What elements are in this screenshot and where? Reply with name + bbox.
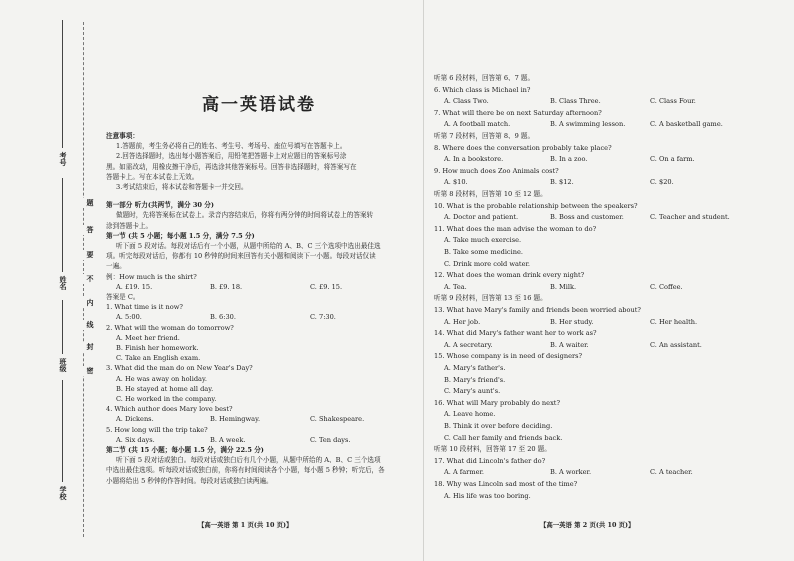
answer-option: C. 7:30. <box>310 313 336 322</box>
answer-option: C. On a farm. <box>650 155 695 164</box>
page-footer: 【高一英语 第 2 页(共 10 页)】 <box>540 521 635 529</box>
section-1-desc: 项。听完每段对话后，你都有 10 秒钟的时间来回答有关小题和阅读下一小题。每段对话仅读 <box>106 252 376 261</box>
answer-option: B. A worker. <box>550 468 592 477</box>
question: 3. What did the man do on New Year's Day? <box>106 364 253 373</box>
part-1-heading: 第一部分 听力(共两节，满分 30 分) <box>106 201 215 210</box>
notice-title: 注意事项： <box>106 132 139 140</box>
answer-option: B. Think it over before deciding. <box>444 422 553 430</box>
part-1-desc: 做题时，先将答案标在试卷上。录音内容结束后，你将有两分钟的时间将试卷上的答案转 <box>116 211 374 220</box>
question: 1. What time is it now? <box>106 303 183 312</box>
example-question: 例：How much is the shirt? <box>106 272 197 281</box>
answer-option: A. Take much exercise. <box>444 236 522 245</box>
answer-option: C. He worked in the company. <box>116 395 217 403</box>
audio-heading: 听第 9 段材料，回答第 13 至 16 题。 <box>434 294 547 303</box>
question: 7. What will there be on next Saturday afternoon? <box>434 108 602 117</box>
page-title: 高一英语试卷 <box>202 95 316 115</box>
name-line <box>62 178 63 272</box>
answer-option: B. Take some medicine. <box>444 248 523 256</box>
answer-option: A. Doctor and patient. <box>444 213 519 222</box>
answer-option: C. Teacher and student. <box>650 213 730 222</box>
audio-heading: 听第 8 段材料，回答第 10 至 12 题。 <box>434 190 547 198</box>
answer-option: B. A swimming lesson. <box>550 120 626 129</box>
question: 5. How long will the trip take? <box>106 425 208 434</box>
answer-option: A. A football match. <box>444 120 511 129</box>
seal-char: 线 <box>83 320 97 330</box>
answer-option: A. Six days. <box>116 435 155 444</box>
audio-heading: 听第 10 段材料，回答第 17 至 20 题。 <box>434 445 551 454</box>
section-1-heading: 第一节 (共 5 小题；每小题 1.5 分，满分 7.5 分) <box>106 231 255 240</box>
class-line <box>62 300 63 354</box>
notice-line: 答题卡上。写在本试卷上无效。 <box>106 172 199 181</box>
section-1-desc: 听下面 5 段对话。每段对话后有一个小题，从题中所给的 A、B、C 三个选项中选出最佳选 <box>116 242 381 250</box>
answer-option: C. A basketball game. <box>650 120 723 129</box>
answer-option: B. Boss and customer. <box>550 213 624 222</box>
section-2-desc: 中选出最佳选项。听每段对话或独白前，你将有时间阅读各个小题，每小题 5 秒钟；听完后，各 <box>106 466 385 475</box>
question: 9. How much does Zoo Animals cost? <box>434 166 559 175</box>
binding-margin <box>0 0 100 561</box>
answer-option: C. Call her family and friends back. <box>444 433 563 442</box>
question: 13. What have Mary's family and friends been worried about? <box>434 306 641 314</box>
class-label: 班级 <box>59 358 68 372</box>
answer-option: B. Milk. <box>550 282 577 291</box>
question: 17. What did Lincoln's father do? <box>434 456 546 465</box>
answer-option: C. An assistant. <box>650 340 702 349</box>
answer-option: C. Shakespeare. <box>310 415 365 424</box>
answer-option: B. A week. <box>210 435 246 444</box>
seal-char: 封 <box>83 342 97 352</box>
seal-char: 题 <box>83 198 97 208</box>
question: 8. Where does the conversation probably take place? <box>434 143 612 152</box>
section-2-desc: 听下面 5 段对话或独白。每段对话或独白后有几个小题，从题中所给的 A、B、C 三个选项 <box>116 456 381 465</box>
answer-option: B. Class Three. <box>550 97 601 106</box>
question: 6. Which class is Michael in? <box>434 85 531 94</box>
example-option: A. £19. 15. <box>116 282 153 291</box>
notice-line: 3.考试结束后，将本试卷和答题卡一并交回。 <box>116 183 248 191</box>
seal-char: 答 <box>83 225 97 235</box>
question: 14. What did Mary's father want her to work as? <box>434 329 597 338</box>
question: 15. Whose company is in need of designers? <box>434 352 583 361</box>
answer-option: B. A waiter. <box>550 340 589 349</box>
school-line <box>62 380 63 482</box>
question: 2. What will the woman do tomorrow? <box>106 323 234 332</box>
notice-line: 1.答题前，考生务必将自己的姓名、考生号、考场号、座位号填写在答题卡上。 <box>116 142 347 151</box>
seal-char: 不 <box>83 274 97 284</box>
answer-option: B. Her study. <box>550 317 594 326</box>
name-label: 姓名 <box>59 276 68 290</box>
answer-option: A. Meet her friend. <box>116 333 180 342</box>
question: 16. What will Mary probably do next? <box>434 398 560 407</box>
answer-option: A. He was away on holiday. <box>116 374 207 383</box>
answer-option: A. Mary's father's. <box>444 364 506 372</box>
answer-option: A. A secretary. <box>444 340 493 349</box>
page-footer: 【高一英语 第 1 页(共 10 页)】 <box>198 521 293 529</box>
answer-option: C. Coffee. <box>650 282 683 291</box>
answer-option: A. A farmer. <box>444 468 485 477</box>
answer-option: C. Mary's aunt's. <box>444 387 501 396</box>
answer-option: A. Her job. <box>444 317 481 326</box>
notice-line: 黑。如需改动，用橡皮擦干净后，再选涂其他答案标号。回答非选择题时，将答案写在 <box>106 162 357 171</box>
question: 12. What does the woman drink every night? <box>434 271 585 280</box>
seal-char: 密 <box>83 366 97 376</box>
question: 18. Why was Lincoln sad most of the time? <box>434 480 578 488</box>
section-2-desc: 小题将给出 5 秒钟的作答时间。每段对话或独白读两遍。 <box>106 476 273 485</box>
example-option: B. £9. 18. <box>210 282 243 291</box>
answer-option: C. Drink more cold water. <box>444 259 530 268</box>
answer-option: C. $20. <box>650 178 674 187</box>
example-answer: 答案是 C。 <box>106 293 140 301</box>
answer-option: A. 5:00. <box>116 313 142 322</box>
answer-option: A. Tea. <box>444 282 467 291</box>
part-1-desc: 涂到答题卡上。 <box>106 221 153 230</box>
section-2-heading: 第二节 (共 15 小题；每小题 1.5 分，满分 22.5 分) <box>106 446 264 454</box>
page-2 <box>432 0 777 561</box>
answer-option: C. Class Four. <box>650 97 696 106</box>
section-1-desc: 一遍。 <box>106 262 126 271</box>
answer-option: B. $12. <box>550 178 574 187</box>
answer-option: C. Ten days. <box>310 435 351 444</box>
question: 11. What does the man advise the woman to do? <box>434 224 597 233</box>
answer-option: A. $10. <box>444 178 468 187</box>
exam-number-label: 考号 <box>59 152 68 166</box>
page-1 <box>100 0 418 561</box>
answer-option: B. He stayed at home all day. <box>116 384 214 393</box>
page-fold <box>423 0 424 561</box>
audio-heading: 听第 7 段材料，回答第 8、9 题。 <box>434 132 535 140</box>
question: 10. What is the probable relationship between the speakers? <box>434 201 638 210</box>
answer-option: B. In a zoo. <box>550 155 588 164</box>
notice-line: 2.回答选择题时，选出每小题答案后，用铅笔把答题卡上对应题目的答案标号涂 <box>116 152 347 161</box>
answer-option: A. Class Two. <box>444 97 489 106</box>
answer-option: B. Mary's friend's. <box>444 375 506 384</box>
exam-number-line <box>62 20 63 148</box>
answer-option: A. Leave home. <box>444 410 496 419</box>
answer-option: B. Hemingway. <box>210 415 261 424</box>
seal-char: 内 <box>83 298 97 308</box>
answer-option: A. In a bookstore. <box>444 155 504 164</box>
answer-option: A. Dickens. <box>116 415 154 424</box>
seal-char: 要 <box>83 250 97 260</box>
answer-option: C. A teacher. <box>650 468 693 477</box>
answer-option: A. His life was too boring. <box>444 491 531 500</box>
question: 4. Which author does Mary love best? <box>106 405 233 414</box>
answer-option: C. Her health. <box>650 317 698 326</box>
example-option: C. £9. 15. <box>310 282 343 291</box>
school-label: 学校 <box>59 486 68 500</box>
answer-option: C. Take an English exam. <box>116 354 201 363</box>
answer-option: B. Finish her homework. <box>116 344 199 352</box>
audio-heading: 听第 6 段材料，回答第 6、7 题。 <box>434 74 535 82</box>
answer-option: B. 6:30. <box>210 313 236 322</box>
